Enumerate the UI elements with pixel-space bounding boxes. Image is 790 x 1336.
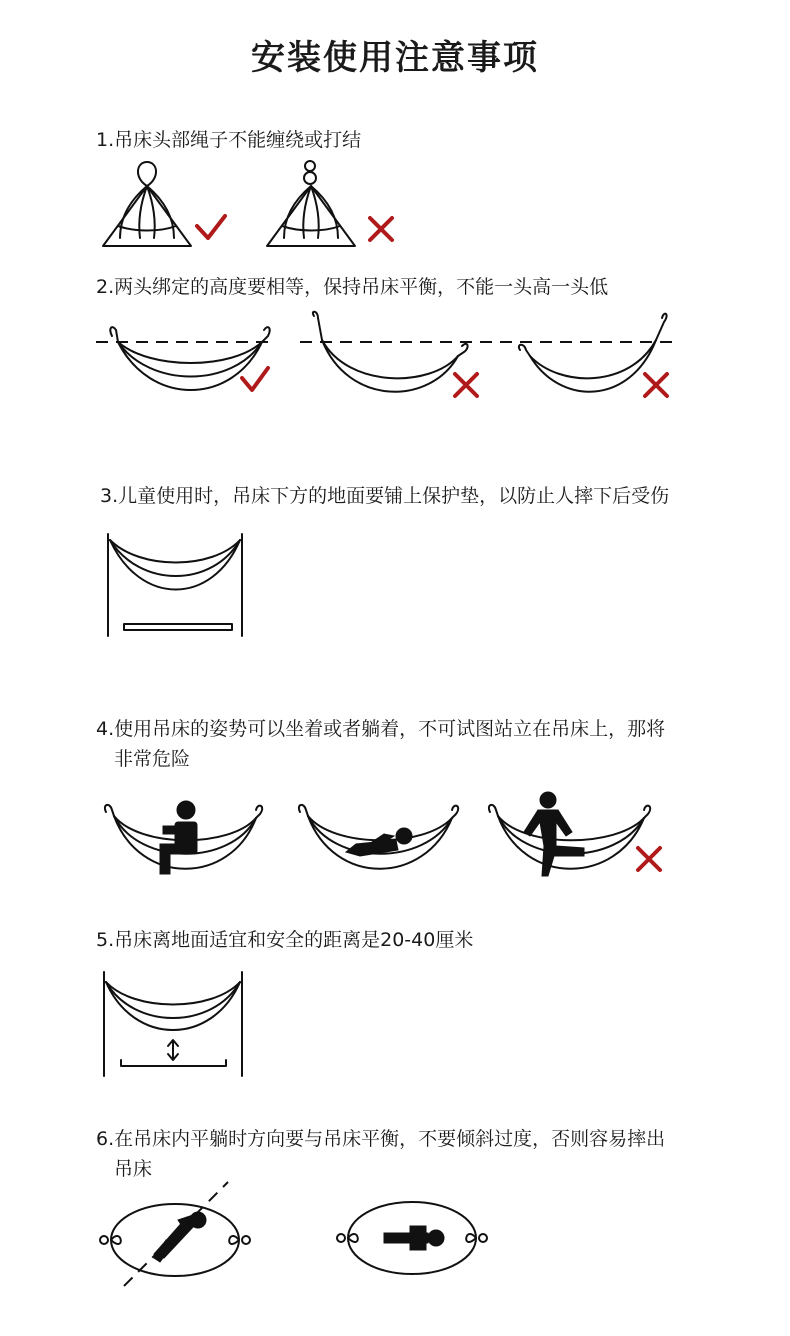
cross-mark-icon [638, 848, 660, 870]
step-3-text: 3.儿童使用时，吊床下方的地面要铺上保护垫，以防止人摔下后受伤 [100, 485, 670, 507]
step-2-illustration [0, 310, 790, 410]
hammock-top-view-tilted [100, 1182, 250, 1286]
step-6-illustration [0, 1180, 790, 1290]
person-sitting-icon [160, 801, 197, 874]
step-5-illustration [0, 968, 790, 1083]
hammock-lying [299, 805, 458, 869]
cross-mark-icon [370, 218, 392, 240]
hammock-top-view-aligned [337, 1202, 487, 1274]
step-4-line-1: 4.使用吊床的姿势可以坐着或者躺着，不可试图站立在吊床上，那将 [96, 718, 666, 740]
step-4-line-2: 非常危险 [114, 748, 191, 770]
protective-mat [124, 624, 232, 630]
check-mark-icon [242, 368, 268, 390]
person-standing-icon [524, 792, 584, 876]
up-down-arrow-icon [168, 1040, 178, 1060]
step-6-text [96, 1124, 665, 1184]
hammock-standing [489, 792, 650, 876]
check-mark-icon [197, 216, 225, 238]
hammock-sitting [105, 801, 262, 874]
step-3-illustration [0, 528, 790, 643]
step-1-text: 1.吊床头部绳子不能缠绕或打结 [96, 129, 362, 151]
cross-mark-icon [455, 374, 477, 396]
ground-line [121, 1060, 226, 1066]
step-4-illustration [0, 790, 790, 890]
hammock-end-correct [103, 162, 191, 246]
step-5-text: 5.吊床离地面适宜和安全的距离是20-40厘米 [96, 929, 474, 951]
step-6-line-2: 吊床 [114, 1158, 153, 1180]
hammock-unlevel-right-low [313, 312, 468, 392]
hammock-end-knotted [267, 161, 355, 246]
hammock-unlevel-left-low [519, 314, 667, 392]
page-title: 安装使用注意事项 [251, 38, 539, 78]
person-tilted-icon [154, 1212, 206, 1262]
person-aligned-icon [384, 1226, 444, 1250]
step-2-text: 2.两头绑定的高度要相等，保持吊床平衡，不能一头高一头低 [96, 276, 609, 298]
step-1-illustration [0, 150, 790, 260]
cross-mark-icon [645, 374, 667, 396]
step-4-text [96, 714, 665, 774]
step-6-line-1: 6.在吊床内平躺时方向要与吊床平衡，不要倾斜过度，否则容易摔出 [96, 1128, 666, 1150]
